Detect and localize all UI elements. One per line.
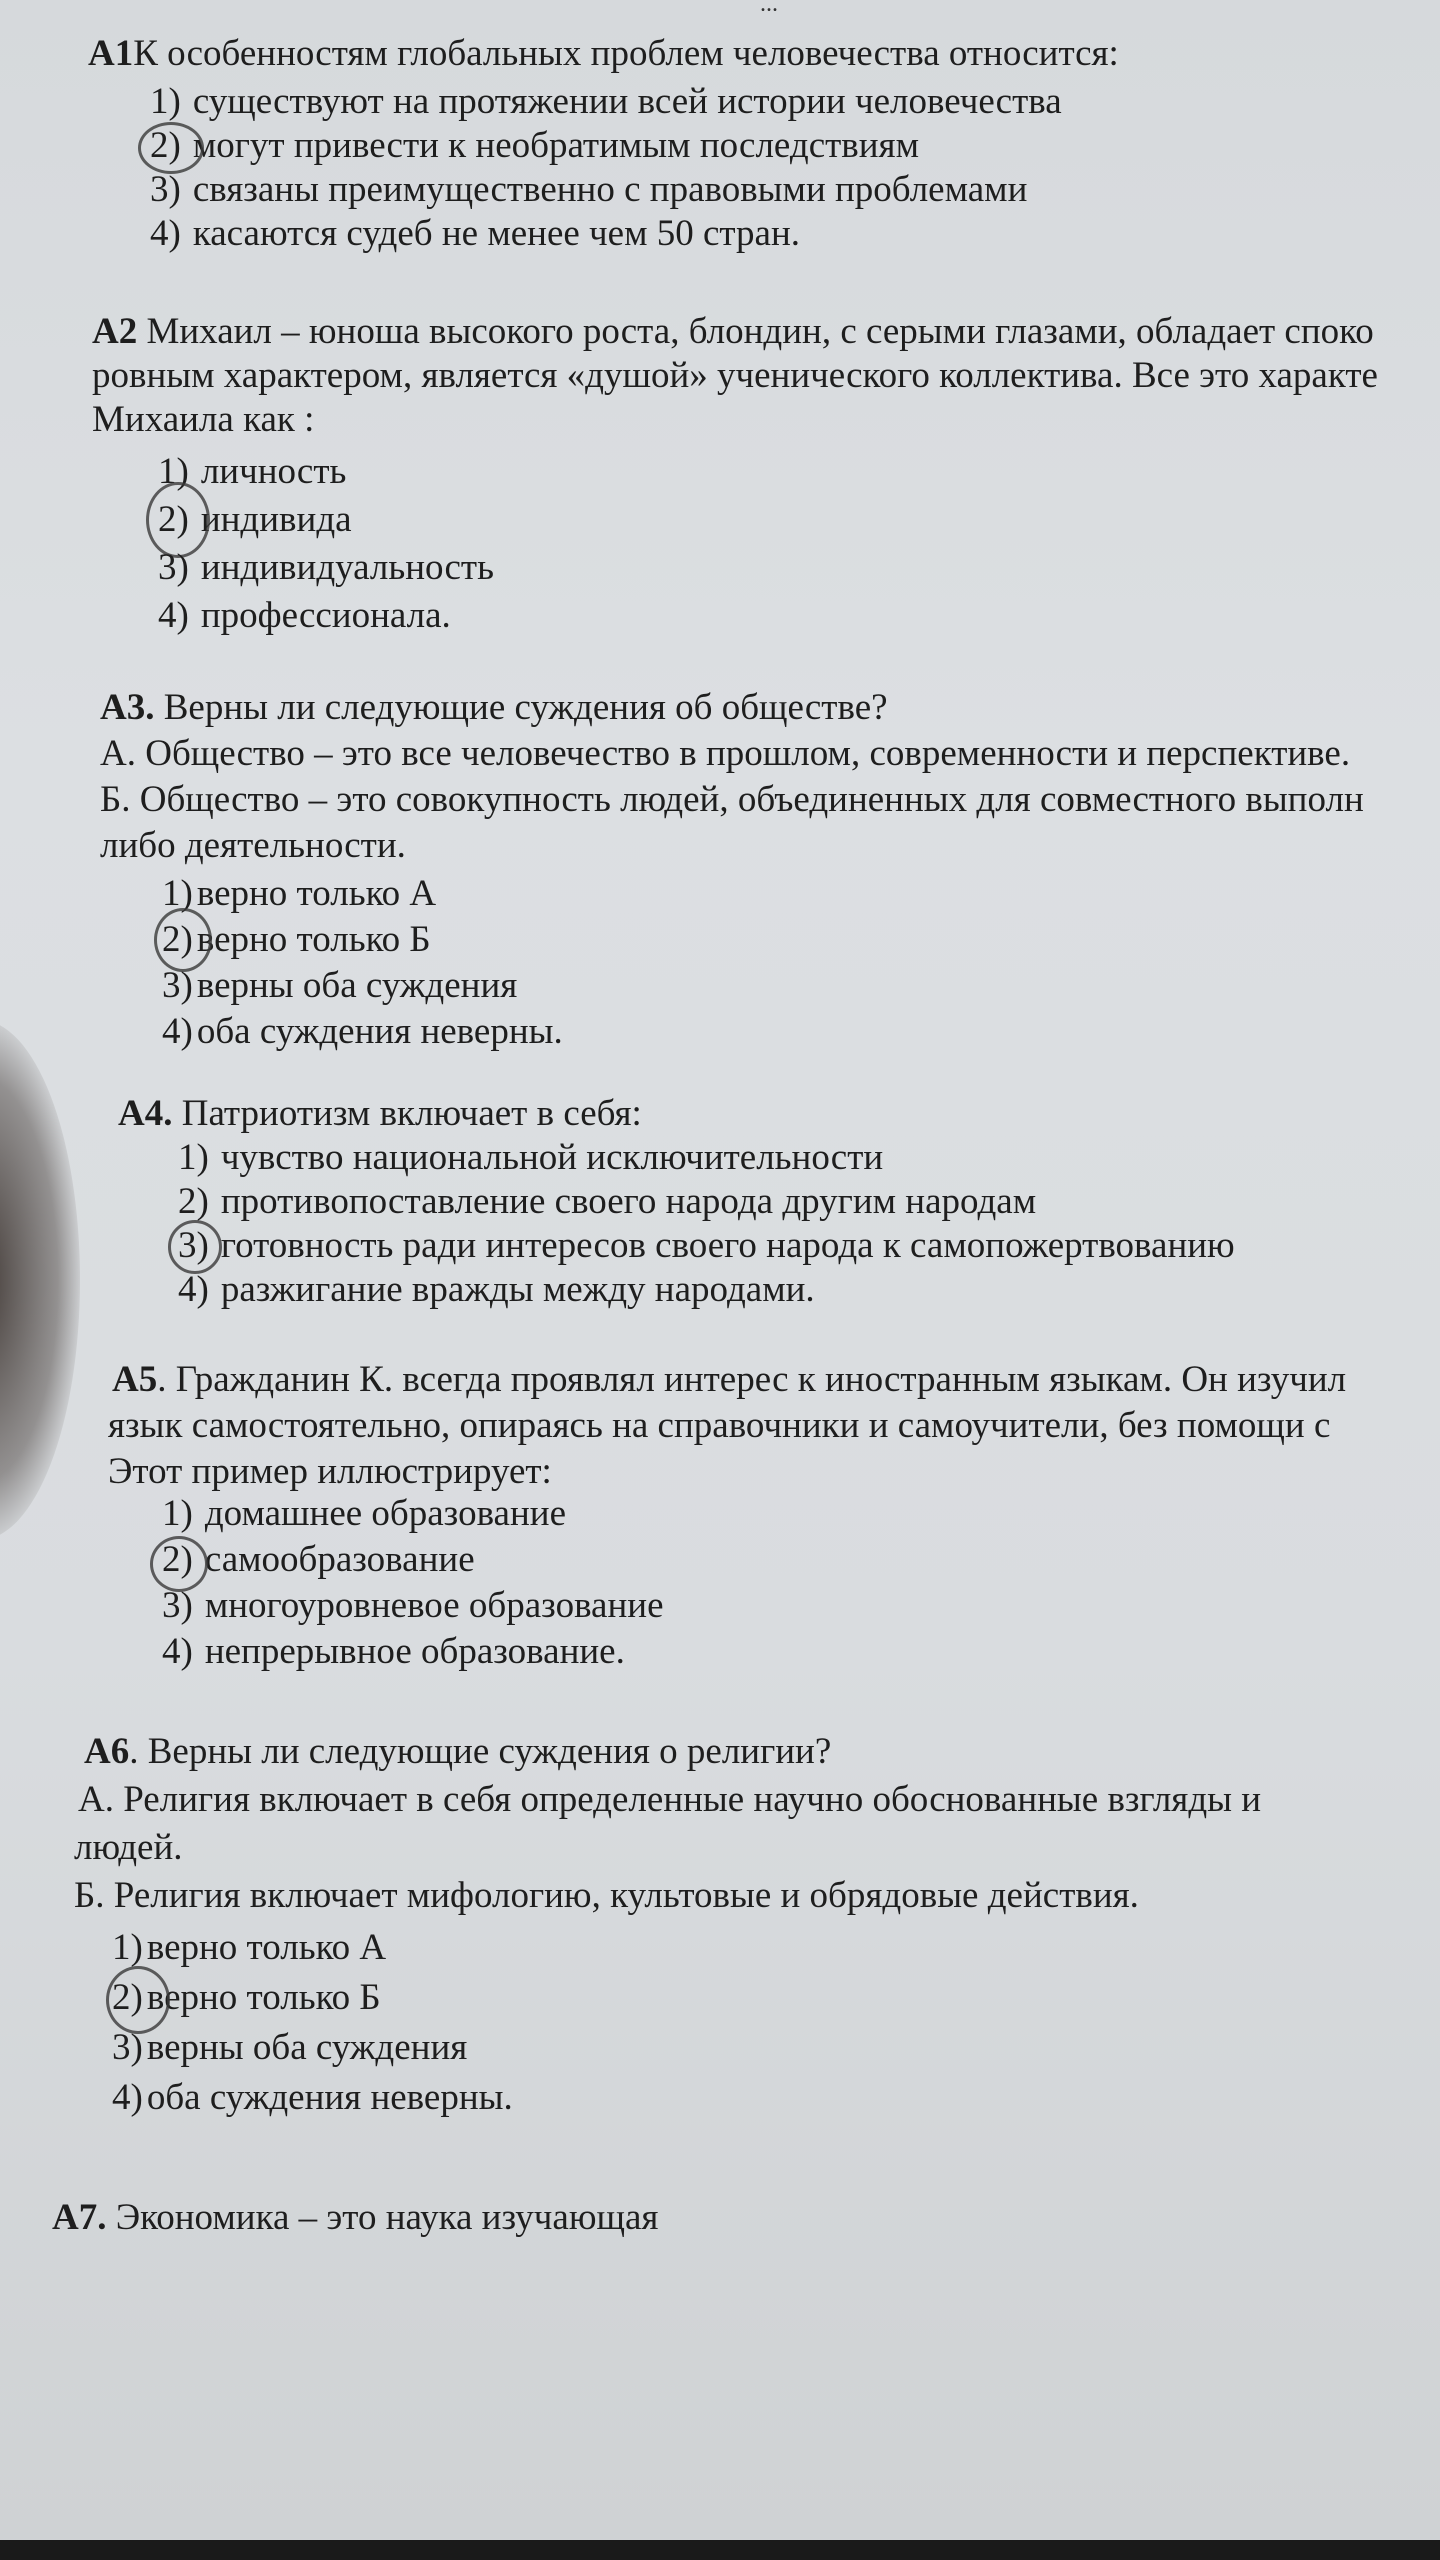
option-text: разжигание вражды между народами. (220, 1269, 815, 1310)
question-stem-line: язык самостоятельно, опираясь на справочники и самоучители, без помощи с (108, 1405, 1331, 1446)
option-3 (112, 2026, 467, 2069)
question-stem-text: Экономика – это наука изучающая (115, 2197, 659, 2238)
option-text: могут привести к необратимым последствиям (192, 125, 919, 166)
option-number: 3) (150, 169, 181, 210)
option-number: 4) (162, 1631, 193, 1672)
question-label: А4. (118, 1093, 173, 1134)
question-stem (118, 1092, 642, 1135)
option-number: 3) (158, 547, 189, 588)
question-stem-line: Б. Общество – это совокупность людей, объединенных для совместного выполн (100, 779, 1364, 820)
answer-circle-mark (168, 1220, 222, 1274)
question-stem (52, 2196, 658, 2239)
option-number: 1) (158, 451, 189, 492)
option-text: готовность ради интересов своего народа к самопожертвованию (220, 1225, 1235, 1266)
option-text: верны оба суждения (146, 2027, 468, 2068)
option-number: 2) (162, 919, 193, 960)
option-3 (158, 546, 494, 589)
option-text: верно только А (146, 1927, 387, 1968)
option-3 (178, 1224, 1235, 1267)
option-number: 4) (158, 595, 189, 636)
question-stem-line: А. Общество – это все человечество в прошлом, современности и перспективе. (100, 733, 1351, 774)
option-1 (178, 1136, 883, 1179)
option-number: 2) (178, 1181, 209, 1222)
option-number: 2) (150, 125, 181, 166)
option-number: 4) (162, 1011, 193, 1052)
question-label: А7. (52, 2197, 107, 2238)
option-text: связаны преимущественно с правовыми проблемами (192, 169, 1028, 210)
option-2 (162, 1538, 475, 1581)
option-number: 1) (162, 873, 193, 914)
option-number: 4) (178, 1269, 209, 1310)
option-4 (112, 2076, 513, 2119)
option-1 (162, 1492, 566, 1535)
question-stem-text: К особенностям глобальных проблем человечества относится: (133, 33, 1119, 74)
question-stem-line: Этот пример иллюстрирует: (108, 1451, 552, 1492)
option-3 (162, 1584, 664, 1627)
question-stem (84, 1730, 831, 1773)
question-stem (88, 32, 1119, 75)
option-text: самообразование (204, 1539, 475, 1580)
option-4 (150, 212, 800, 255)
question-stem-text: . Гражданин К. всегда проявлял интерес к иностранным языкам. Он изучил (157, 1359, 1347, 1400)
option-4 (162, 1630, 625, 1673)
option-text: домашнее образование (204, 1493, 566, 1534)
option-3 (150, 168, 1027, 211)
option-number: 3) (162, 1585, 193, 1626)
option-text: существуют на протяжении всей истории человечества (192, 81, 1062, 122)
option-number: 3) (162, 965, 193, 1006)
option-text: индивида (200, 499, 352, 540)
option-text: верно только А (196, 873, 437, 914)
option-number: 1) (112, 1927, 143, 1968)
question-label: А1 (88, 33, 134, 74)
option-text: верны оба суждения (196, 965, 518, 1006)
option-2 (150, 124, 919, 167)
option-text: чувство национальной исключительности (220, 1137, 884, 1178)
question-label: А6 (84, 1731, 130, 1772)
option-4 (158, 594, 451, 637)
option-text: противопоставление своего народа другим народам (220, 1181, 1037, 1222)
finger-shadow (0, 1020, 80, 1540)
question-stem-line: А. Религия включает в себя определенные научно обоснованные взгляды и (78, 1779, 1262, 1820)
option-text: непрерывное образование. (204, 1631, 625, 1672)
option-number: 1) (178, 1137, 209, 1178)
question-stem-text: Верны ли следующие суждения об обществе? (163, 687, 888, 728)
option-text: касаются судеб не менее чем 50 стран. (192, 213, 801, 254)
option-3 (162, 964, 517, 1007)
question-label: А2 (92, 311, 138, 352)
question-label: А5 (112, 1359, 158, 1400)
option-number: 1) (162, 1493, 193, 1534)
option-1 (150, 80, 1062, 123)
option-text: профессионала. (200, 595, 451, 636)
option-text: личность (200, 451, 347, 492)
option-1 (112, 1926, 386, 1969)
option-4 (178, 1268, 815, 1311)
question-stem (100, 686, 888, 729)
option-2 (178, 1180, 1036, 1223)
header-fragment: ... (760, 0, 778, 17)
option-text: верно только Б (196, 919, 431, 960)
question-stem-line: людей. (74, 1827, 183, 1868)
option-number: 2) (112, 1977, 143, 2018)
question-label: А3. (100, 687, 155, 728)
option-1 (162, 872, 436, 915)
answer-circle-mark (106, 1966, 170, 2034)
option-number: 3) (112, 2027, 143, 2068)
question-stem (112, 1358, 1346, 1401)
answer-circle-mark (154, 908, 212, 972)
option-number: 3) (178, 1225, 209, 1266)
question-stem-text: Михаил – юноша высокого роста, блондин, с серыми глазами, обладает споко (146, 311, 1374, 352)
question-stem-line: Б. Религия включает мифологию, культовые и обрядовые действия. (74, 1875, 1139, 1916)
question-stem-text: . Верны ли следующие суждения о религии? (129, 1731, 832, 1772)
question-stem-line: ровным характером, является «душой» ученического коллектива. Все это характе (92, 355, 1378, 396)
question-stem (92, 310, 1374, 353)
question-stem-text: Патриотизм включает в себя: (181, 1093, 642, 1134)
option-text: индивидуальность (200, 547, 494, 588)
option-number: 2) (162, 1539, 193, 1580)
option-number: 4) (150, 213, 181, 254)
option-text: оба суждения неверны. (146, 2077, 513, 2118)
option-text: оба суждения неверны. (196, 1011, 563, 1052)
question-stem-line: Михаила как : (92, 399, 315, 440)
option-number: 4) (112, 2077, 143, 2118)
option-number: 2) (158, 499, 189, 540)
option-4 (162, 1010, 563, 1053)
answer-circle-mark (138, 122, 204, 174)
question-stem-line: либо деятельности. (100, 825, 406, 866)
option-text: многоуровневое образование (204, 1585, 664, 1626)
option-number: 1) (150, 81, 181, 122)
option-text: верно только Б (146, 1977, 381, 2018)
